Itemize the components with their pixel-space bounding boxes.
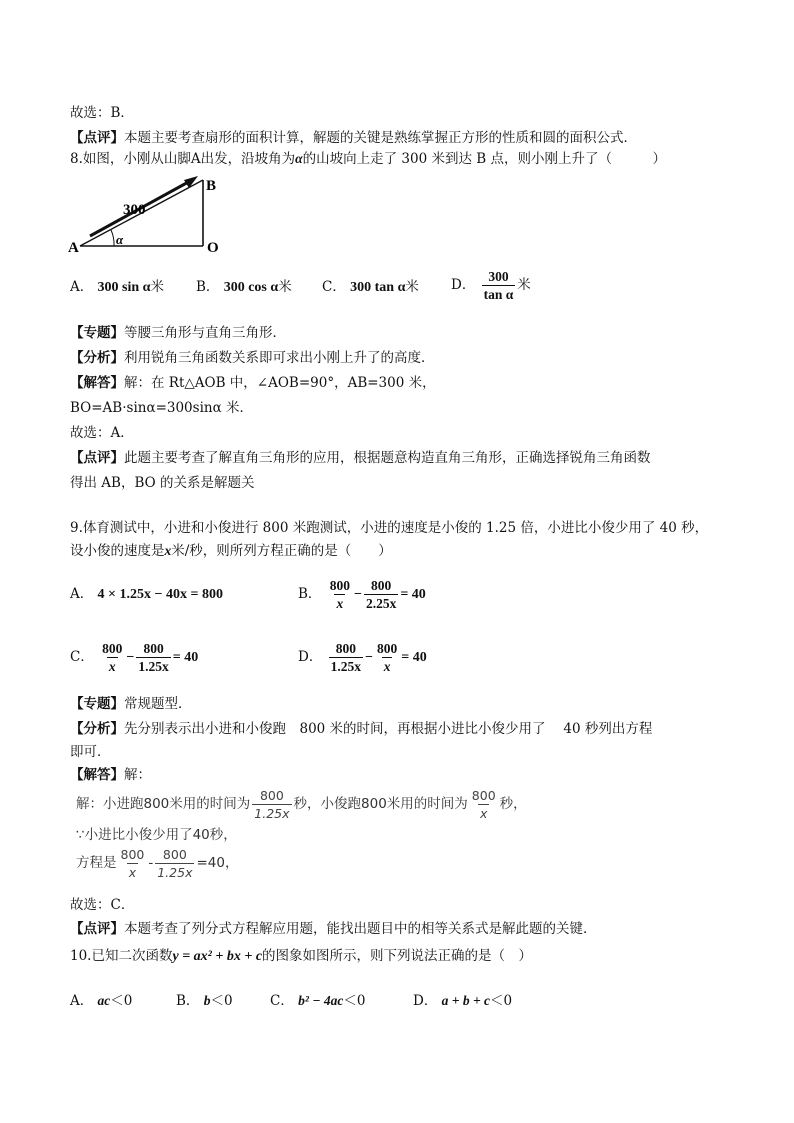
option-expr: ac bbox=[97, 993, 111, 1008]
q9-topic bbox=[70, 694, 192, 714]
solution-fraction bbox=[119, 846, 147, 881]
analysis-text: 利用锐角三角函数关系即可求出小刚上升了的高度． bbox=[124, 350, 435, 366]
option-fraction bbox=[375, 640, 399, 675]
variable-x: x bbox=[164, 543, 172, 558]
option-letter: C． bbox=[322, 279, 346, 295]
q9-solution-step3 bbox=[76, 845, 238, 881]
option-fraction bbox=[329, 640, 363, 675]
minus-sign: - bbox=[148, 855, 154, 871]
fraction-denominator: 1.25x bbox=[157, 864, 193, 880]
q9-solution-step2: ∵小进比小俊少用了40秒， bbox=[76, 827, 237, 843]
solution-tag: 【解答】 bbox=[70, 767, 124, 783]
option-letter: A． bbox=[70, 993, 94, 1009]
option-letter: D． bbox=[413, 993, 438, 1009]
option-expr: b² − 4ac bbox=[298, 993, 344, 1008]
solution-text: 秒， bbox=[499, 796, 527, 812]
fraction-numerator: 800 bbox=[376, 641, 398, 656]
solution-text: =40， bbox=[196, 855, 239, 871]
label-b: B bbox=[206, 178, 217, 194]
fraction-numerator: 800 bbox=[120, 846, 145, 862]
option-letter: B． bbox=[298, 586, 322, 602]
q8-answer: 故选：A． bbox=[70, 425, 134, 441]
solution-text: 秒，小俊跑800米用的时间为 bbox=[293, 796, 468, 812]
review-tag: 【点评】 bbox=[70, 130, 124, 146]
q9-analysis bbox=[70, 719, 652, 739]
fraction-numerator: 800 bbox=[371, 578, 392, 593]
fraction-numerator: 800 bbox=[335, 641, 356, 656]
q8-review-line2: 得出 AB，BO 的关系是解题关 bbox=[70, 475, 255, 491]
option-letter: D． bbox=[298, 649, 323, 665]
option-letter: A． bbox=[70, 586, 94, 602]
option-expr: 4 × 1.25x − 40x = 800 bbox=[97, 587, 223, 602]
q9-solution-step1 bbox=[76, 786, 527, 822]
q9-option-d bbox=[298, 637, 427, 678]
label-a: A bbox=[68, 240, 79, 256]
q9-stem-line2 bbox=[70, 541, 392, 561]
fraction-denominator: 1.25x bbox=[254, 805, 290, 821]
topic-text: 常规题型． bbox=[124, 696, 192, 712]
fraction-denominator: 2.25x bbox=[365, 596, 397, 611]
option-rhs: = 40 bbox=[400, 587, 426, 602]
q8-solution bbox=[70, 373, 436, 393]
solution-text: 解：小进跑800米用的时间为 bbox=[76, 796, 251, 812]
analysis-tag: 【分析】 bbox=[70, 721, 124, 737]
solution-text: 解： bbox=[124, 767, 151, 783]
minus-sign: − bbox=[353, 587, 362, 602]
q9-analysis-line2: 即可． bbox=[70, 744, 111, 760]
q9-stem-part: 设小俊的速度是 bbox=[70, 543, 165, 559]
option-letter: B． bbox=[176, 993, 200, 1009]
fraction-denominator: x bbox=[336, 596, 344, 611]
review-tag: 【点评】 bbox=[70, 921, 124, 937]
option-relation: ＜0 bbox=[343, 993, 366, 1009]
q9-option-a bbox=[70, 583, 223, 606]
q10-stem-part: 10.已知二次函数 bbox=[70, 948, 173, 964]
review-text: 本题考查了列分式方程解应用题，能找出题目中的相等关系式是解此题的关键． bbox=[124, 921, 597, 937]
q8-solution-line2: BO=AB·sinα=300sinα 米． bbox=[70, 400, 253, 416]
function-expression: y = ax² + bx + c bbox=[172, 949, 263, 964]
option-expr: 300 sin α bbox=[97, 280, 151, 295]
analysis-text: 先分别表示出小进和小俊跑 800 米的时间，再根据小进比小俊少用了 40 秒列出方程 bbox=[124, 721, 653, 737]
q8-stem-part: 的山坡向上走了 300 米到达 B 点，则小刚上升了（ ） bbox=[302, 151, 666, 167]
q8-option-d bbox=[451, 266, 531, 304]
option-relation: ＜0 bbox=[490, 993, 513, 1009]
q9-stem: 9.体育测试中，小进和小俊进行 800 米跑测试，小进的速度是小俊的 1.25 倍，小进比小俊少用了 40 秒， bbox=[70, 520, 709, 536]
option-expr: 300 tan α bbox=[350, 280, 406, 295]
option-letter: A． bbox=[70, 279, 94, 295]
analysis-tag: 【分析】 bbox=[70, 350, 124, 366]
topic-tag: 【专题】 bbox=[70, 325, 124, 341]
fraction-numerator: 800 bbox=[259, 787, 284, 803]
fraction-numerator: 800 bbox=[471, 787, 496, 803]
fraction-denominator: tan α bbox=[483, 287, 514, 302]
review-tag: 【点评】 bbox=[70, 450, 124, 466]
q8-option-b bbox=[196, 276, 292, 299]
label-length: 300 bbox=[123, 202, 146, 218]
option-unit: 米 bbox=[150, 279, 164, 295]
option-fraction bbox=[328, 577, 352, 612]
q9-option-b bbox=[298, 574, 426, 615]
q8-stem-part: 8.如图，小刚从山脚A出发，沿坡角为 bbox=[70, 151, 296, 167]
label-o: O bbox=[207, 240, 219, 256]
option-letter: D． bbox=[451, 277, 476, 293]
fraction-numerator: 800 bbox=[329, 578, 350, 593]
solution-text: 解：在 Rt△AOB 中，∠AOB=90°，AB=300 米， bbox=[124, 375, 436, 391]
option-unit: 米 bbox=[517, 277, 531, 293]
fraction-numerator: 800 bbox=[143, 641, 164, 656]
label-angle: α bbox=[116, 232, 124, 247]
angle-arc bbox=[111, 230, 114, 246]
minus-sign: − bbox=[126, 650, 135, 665]
q10-option-b bbox=[176, 990, 233, 1012]
fraction-denominator: 1.25x bbox=[330, 659, 361, 674]
topic-text: 等腰三角形与直角三角形． bbox=[124, 325, 286, 341]
q8-review bbox=[70, 448, 651, 468]
option-fraction bbox=[136, 640, 170, 675]
fraction-denominator: x bbox=[383, 659, 391, 674]
fraction-denominator: 1.25x bbox=[138, 659, 169, 674]
option-letter: C． bbox=[70, 649, 94, 665]
option-expr: b bbox=[203, 993, 211, 1008]
option-letter: B． bbox=[196, 279, 220, 295]
option-fraction bbox=[100, 640, 124, 675]
option-relation: ＜0 bbox=[210, 993, 233, 1009]
q10-stem bbox=[70, 946, 532, 967]
q9-answer: 故选：C． bbox=[70, 897, 135, 913]
q7-answer: 故选：B． bbox=[70, 105, 134, 121]
minus-sign: − bbox=[365, 650, 373, 665]
option-fraction bbox=[482, 268, 516, 303]
q8-slope-figure bbox=[68, 172, 228, 256]
option-unit: 米 bbox=[405, 279, 419, 295]
solution-fraction bbox=[252, 787, 291, 822]
review-text: 本题主要考查扇形的面积计算，解题的关键是熟练掌握正方形的性质和圆的面积公式． bbox=[124, 130, 637, 146]
q9-option-c bbox=[70, 637, 198, 678]
q8-stem bbox=[70, 149, 666, 169]
fraction-denominator: x bbox=[128, 864, 137, 880]
solution-fraction bbox=[155, 846, 194, 881]
option-rhs: = 40 bbox=[172, 650, 199, 665]
q7-review bbox=[70, 128, 637, 148]
fraction-numerator: 800 bbox=[102, 641, 123, 656]
alpha-symbol: α bbox=[295, 151, 303, 166]
option-unit: 米 bbox=[278, 279, 292, 295]
q8-option-a bbox=[70, 276, 164, 299]
q9-stem-part: 米/秒，则所列方程正确的是（ ） bbox=[171, 543, 392, 559]
fraction-numerator: 300 bbox=[488, 269, 509, 284]
solution-tag: 【解答】 bbox=[70, 375, 124, 391]
fraction-denominator: x bbox=[480, 805, 488, 821]
q10-option-a bbox=[70, 990, 132, 1012]
option-relation: ＜0 bbox=[110, 993, 133, 1009]
q8-analysis bbox=[70, 348, 435, 368]
option-fraction bbox=[364, 577, 398, 612]
q10-option-d bbox=[413, 990, 512, 1012]
topic-tag: 【专题】 bbox=[70, 696, 124, 712]
option-expr: 300 cos α bbox=[223, 280, 279, 295]
q10-stem-part: 的图象如图所示，则下列说法正确的是（ ） bbox=[262, 948, 533, 964]
option-letter: C． bbox=[270, 993, 294, 1009]
q9-solution bbox=[70, 765, 151, 785]
option-expr: a + b + c bbox=[441, 993, 491, 1008]
q8-option-c bbox=[322, 276, 419, 299]
option-rhs: = 40 bbox=[401, 650, 427, 665]
q10-option-c bbox=[270, 990, 365, 1012]
solution-fraction bbox=[470, 787, 498, 822]
solution-text: 方程是 bbox=[76, 855, 117, 871]
fraction-denominator: x bbox=[108, 659, 116, 674]
q9-review bbox=[70, 919, 597, 939]
fraction-numerator: 800 bbox=[162, 846, 187, 862]
review-text: 此题主要考查了解直角三角形的应用，根据题意构造直角三角形，正确选择锐角三角函数 bbox=[124, 450, 651, 466]
q8-topic bbox=[70, 323, 286, 343]
